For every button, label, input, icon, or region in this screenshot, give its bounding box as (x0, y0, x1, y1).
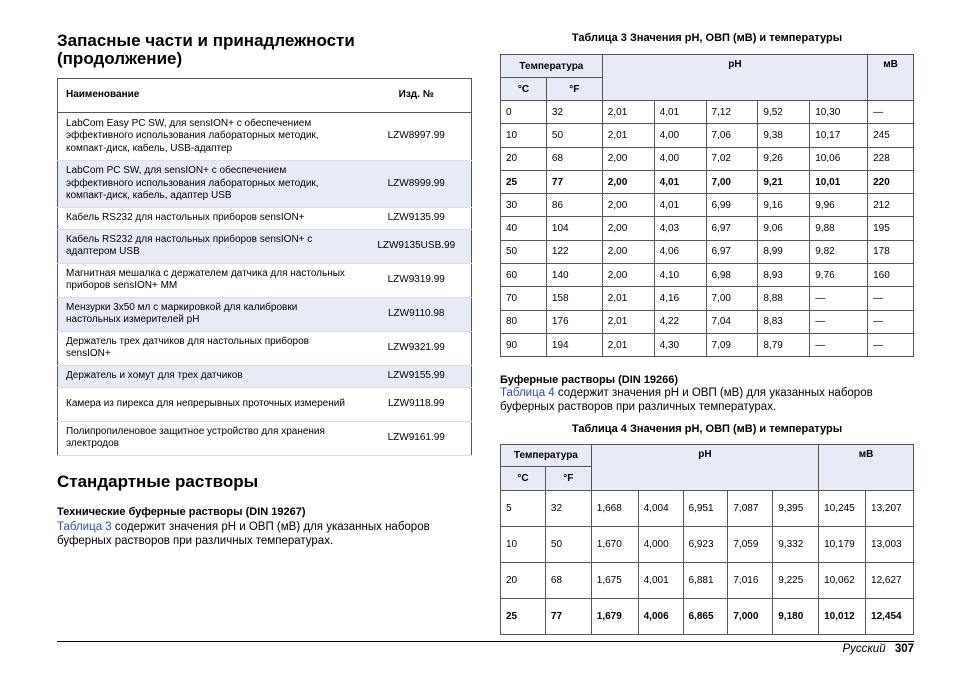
t3-cell: 60 (501, 264, 547, 287)
t3-cell: 10 (501, 124, 547, 147)
t3-cell: — (868, 310, 914, 333)
right-column (500, 32, 914, 635)
t3-cell: 7,02 (706, 147, 758, 170)
t3-cell: 7,09 (706, 333, 758, 356)
part-number: LZW9161.99 (362, 421, 472, 455)
t4-cell: 13,207 (866, 491, 914, 527)
parts-row (58, 263, 472, 297)
part-number: LZW9321.99 (362, 331, 472, 365)
t3-cell: 2,01 (602, 101, 654, 124)
t3-cell: 0 (501, 101, 547, 124)
t3-cell: — (868, 101, 914, 124)
din-buffers-text (500, 386, 914, 414)
t3-row (501, 194, 914, 217)
t3-cell: 8,88 (758, 287, 810, 310)
t4-cell: 1,675 (591, 563, 638, 599)
t3-cell: 6,97 (706, 240, 758, 263)
table4-caption: Таблица 4 Значения pH, ОВП (мВ) и температуры (571, 423, 843, 436)
t4-cell: 5 (501, 491, 546, 527)
t4-row (501, 527, 914, 563)
part-number: LZW9110.98 (362, 297, 472, 331)
t4-cell: 20 (501, 563, 546, 599)
t4-cell: 4,004 (638, 491, 683, 527)
t3-cell: — (868, 287, 914, 310)
t3-cell: 77 (546, 170, 602, 193)
part-number: LZW9155.99 (362, 365, 472, 387)
t3-cell: 4,01 (654, 101, 706, 124)
footer-divider (57, 641, 914, 642)
tech-buffers-subhead: Технические буферные растворы (DIN 19267) (57, 505, 306, 518)
t4-cell: 6,951 (683, 491, 728, 527)
t4-cell: 7,016 (728, 563, 773, 599)
t3-cell: 4,06 (654, 240, 706, 263)
t4-cell: 32 (545, 491, 591, 527)
t3-cell: 6,97 (706, 217, 758, 240)
t3-cell: 4,01 (654, 170, 706, 193)
t3-cell: 2,00 (602, 240, 654, 263)
t4-cell: 1,668 (591, 491, 638, 527)
t3-cell: 8,79 (758, 333, 810, 356)
t4-cell: 6,881 (683, 563, 728, 599)
t3-cell: 245 (868, 124, 914, 147)
part-name: Кабель RS232 для настольных приборов sensION+ с адаптером USB (58, 229, 362, 263)
t4-cell: 10 (501, 527, 546, 563)
t4-cell: 12,627 (866, 563, 914, 599)
t3-cell: 8,93 (758, 264, 810, 287)
t3-row (501, 101, 914, 124)
page-title: Запасные части и принадлежности (продолжение) (57, 31, 355, 68)
t3-cell: 20 (501, 147, 547, 170)
t3-cell: 30 (501, 194, 547, 217)
t3-cell: 86 (546, 194, 602, 217)
t3-cell: 2,01 (602, 333, 654, 356)
t3-cell: — (810, 310, 868, 333)
tech-buffers-text (57, 520, 472, 548)
t4-cell: 7,000 (728, 599, 773, 635)
part-number: LZW8999.99 (362, 161, 472, 208)
part-name: Камера из пирекса для непрерывных проточных измерений (58, 387, 362, 421)
t4-cell: 12,454 (866, 599, 914, 635)
t3-cell: 2,00 (602, 147, 654, 170)
t4-cell: 10,012 (819, 599, 866, 635)
t3-cell: 6,99 (706, 194, 758, 217)
part-number: LZW9319.99 (362, 263, 472, 297)
t3-cell: 4,30 (654, 333, 706, 356)
t3-cell: 220 (868, 170, 914, 193)
t4-mv-header: мВ (819, 445, 914, 491)
t3-cell: 195 (868, 217, 914, 240)
t3-row (501, 287, 914, 310)
part-name: Держатель и хомут для трех датчиков (58, 365, 362, 387)
parts-row (58, 331, 472, 365)
part-name: Держатель трех датчиков для настольных приборов sensION+ (58, 331, 362, 365)
table3-caption: Таблица 3 Значения pH, ОВП (мВ) и температуры (571, 32, 843, 44)
t3-cell: 9,06 (758, 217, 810, 240)
t3-row (501, 147, 914, 170)
part-name: Полипропиленовое защитное устройство для хранения электродов (58, 421, 362, 455)
t3-cell: 158 (546, 287, 602, 310)
t4-cell: 10,245 (819, 491, 866, 527)
part-number: LZW9135USB.99 (362, 229, 472, 263)
t3-cell: 8,83 (758, 310, 810, 333)
t3-cell: 2,00 (602, 194, 654, 217)
table4 (500, 444, 914, 635)
t4-cell: 9,332 (773, 527, 819, 563)
t3-cell: 50 (501, 240, 547, 263)
t3-cell: 176 (546, 310, 602, 333)
t4-row (501, 491, 914, 527)
din-buffers-subhead: Буферные растворы (DIN 19266) (500, 374, 679, 387)
t3-row (501, 124, 914, 147)
t4-cell: 25 (501, 599, 546, 635)
t4-cell: 7,059 (728, 527, 773, 563)
t3-cell: 7,12 (706, 101, 758, 124)
t3-cell: 10,01 (810, 170, 868, 193)
parts-row (58, 229, 472, 263)
table4-link[interactable]: Таблица 4 (500, 387, 555, 400)
t4-ph-header: pH (591, 445, 818, 491)
t3-cell: 4,01 (654, 194, 706, 217)
parts-table (57, 78, 472, 456)
t3-temp-header: Температура (501, 55, 603, 78)
t3-cell: 4,16 (654, 287, 706, 310)
t4-temp-header: Температура (501, 445, 592, 467)
t4-cell: 1,670 (591, 527, 638, 563)
t3-cell: 9,38 (758, 124, 810, 147)
t3-cell: 7,04 (706, 310, 758, 333)
t4-cell: 6,865 (683, 599, 728, 635)
t3-row (501, 217, 914, 240)
t3-row (501, 240, 914, 263)
t3-cell: 25 (501, 170, 547, 193)
t4-c-header: °C (501, 467, 546, 491)
t3-cell: 4,22 (654, 310, 706, 333)
section-title-standard: Стандартные растворы (57, 471, 259, 491)
parts-row (58, 387, 472, 421)
t3-cell: 9,21 (758, 170, 810, 193)
table3-link[interactable]: Таблица 3 (57, 520, 112, 533)
t4-cell: 13,003 (866, 527, 914, 563)
t3-ph-header: pH (602, 55, 867, 101)
part-name: Магнитная мешалка с держателем датчика для настольных приборов sensION+ MM (58, 263, 362, 297)
t3-cell: 10,17 (810, 124, 868, 147)
t3-cell: 70 (501, 287, 547, 310)
din-buffers-desc: содержит значения pH и ОВП (мВ) для указанных наборов буферных растворов при различных температурах. (500, 387, 873, 414)
parts-row (58, 113, 472, 161)
page-number: 307 (894, 643, 914, 655)
tech-buffers-desc: содержит значения pH и ОВП (мВ) для указанных наборов буферных растворов при различных температурах. (57, 520, 430, 547)
t3-cell: 2,00 (602, 170, 654, 193)
t3-cell: 7,00 (706, 287, 758, 310)
t3-cell: 160 (868, 264, 914, 287)
t3-cell: 9,96 (810, 194, 868, 217)
t4-cell: 4,001 (638, 563, 683, 599)
t3-cell: 2,01 (602, 287, 654, 310)
t3-cell: 6,98 (706, 264, 758, 287)
t3-cell: 2,01 (602, 124, 654, 147)
t3-cell: 9,76 (810, 264, 868, 287)
table3 (500, 54, 914, 357)
t4-cell: 4,000 (638, 527, 683, 563)
t3-cell: 10,30 (810, 101, 868, 124)
t4-cell: 10,179 (819, 527, 866, 563)
t3-c-header: °C (501, 78, 547, 101)
t4-cell: 9,180 (773, 599, 819, 635)
t3-cell: 9,82 (810, 240, 868, 263)
t3-cell: 9,88 (810, 217, 868, 240)
t4-row (501, 599, 914, 635)
part-number: LZW8997.99 (362, 113, 472, 161)
t4-cell: 77 (545, 599, 591, 635)
part-name: Мензурки 3x50 мл с маркировкой для калибровки настольных измерителей pH (58, 297, 362, 331)
t3-f-header: °F (546, 78, 602, 101)
parts-row (58, 421, 472, 455)
t4-cell: 1,679 (591, 599, 638, 635)
parts-row (58, 207, 472, 229)
t3-cell: 80 (501, 310, 547, 333)
t3-cell: 228 (868, 147, 914, 170)
t3-cell: 104 (546, 217, 602, 240)
t3-cell: 10,06 (810, 147, 868, 170)
t4-cell: 50 (545, 527, 591, 563)
part-name: LabCom PC SW, для sensION+ с обеспечением эффективного использования лабораторных методик, компакт-диск, кабель, адаптер USB (58, 161, 362, 208)
t4-cell: 9,225 (773, 563, 819, 599)
t3-cell: 178 (868, 240, 914, 263)
col-num-header: Изд. № (362, 79, 472, 113)
t3-cell: 90 (501, 333, 547, 356)
t3-cell: 4,00 (654, 147, 706, 170)
t4-cell: 6,923 (683, 527, 728, 563)
parts-row (58, 365, 472, 387)
left-column (57, 32, 472, 548)
t3-mv-header: мВ (868, 55, 914, 101)
footer (842, 643, 914, 655)
part-number: LZW9135.99 (362, 207, 472, 229)
t4-cell: 4,006 (638, 599, 683, 635)
t3-cell: 32 (546, 101, 602, 124)
col-name-header: Наименование (58, 79, 362, 113)
t4-row (501, 563, 914, 599)
t4-cell: 9,395 (773, 491, 819, 527)
t3-cell: 4,10 (654, 264, 706, 287)
t3-cell: 122 (546, 240, 602, 263)
t3-cell: 212 (868, 194, 914, 217)
t3-cell: 50 (546, 124, 602, 147)
parts-row (58, 161, 472, 208)
t3-cell: — (868, 333, 914, 356)
t3-cell: 7,06 (706, 124, 758, 147)
t3-cell: 40 (501, 217, 547, 240)
part-number: LZW9118.99 (362, 387, 472, 421)
footer-language: Русский (842, 643, 886, 655)
part-name: LabCom Easy PC SW, для sensION+ с обеспечением эффективного использования лабораторных методик, компакт-диск, кабель, USB-адаптер (58, 113, 362, 161)
t3-cell: 4,00 (654, 124, 706, 147)
parts-row (58, 297, 472, 331)
t3-row (501, 333, 914, 356)
t3-cell: 9,52 (758, 101, 810, 124)
t3-cell: 8,99 (758, 240, 810, 263)
t3-row (501, 310, 914, 333)
t4-cell: 68 (545, 563, 591, 599)
t3-row (501, 264, 914, 287)
t3-cell: 2,01 (602, 310, 654, 333)
t3-cell: 2,00 (602, 264, 654, 287)
part-name: Кабель RS232 для настольных приборов sensION+ (58, 207, 362, 229)
t3-cell: — (810, 333, 868, 356)
t3-cell: — (810, 287, 868, 310)
t3-cell: 9,16 (758, 194, 810, 217)
t4-cell: 10,062 (819, 563, 866, 599)
t3-cell: 140 (546, 264, 602, 287)
t3-cell: 68 (546, 147, 602, 170)
t4-f-header: °F (545, 467, 591, 491)
t3-cell: 9,26 (758, 147, 810, 170)
t3-cell: 7,00 (706, 170, 758, 193)
t3-row (501, 170, 914, 193)
t3-cell: 2,00 (602, 217, 654, 240)
t4-cell: 7,087 (728, 491, 773, 527)
t3-cell: 194 (546, 333, 602, 356)
t3-cell: 4,03 (654, 217, 706, 240)
